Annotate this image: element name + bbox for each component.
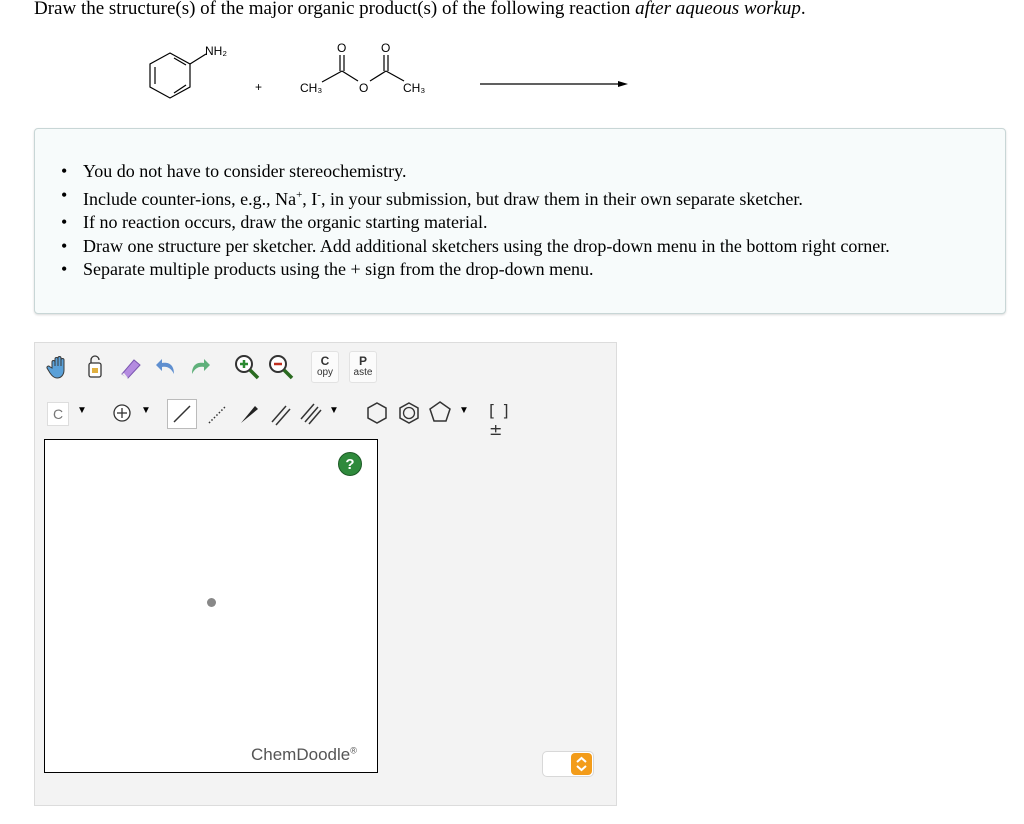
pentagon-icon	[427, 399, 453, 425]
instructions-panel	[34, 128, 1006, 314]
single-bond-tool[interactable]	[167, 399, 197, 429]
copy-button-rest: opy	[316, 367, 334, 378]
redo-icon[interactable]	[183, 351, 215, 383]
chevron-down-icon: ▼	[77, 405, 87, 416]
chevron-down-icon: ▼	[329, 405, 339, 416]
chemdoodle-sketcher	[34, 342, 617, 806]
ring-select[interactable]	[425, 397, 475, 425]
question-text	[34, 0, 806, 20]
multi-bond-select[interactable]	[297, 397, 345, 425]
hand-pan-icon[interactable]	[43, 351, 75, 383]
instruction-text: , I	[302, 188, 318, 209]
bracket-icon: [ ]±	[489, 401, 510, 439]
brand-text: ChemDoodle	[251, 745, 351, 764]
plus-charge-icon	[111, 402, 133, 424]
carbonyl-o-left: O	[337, 41, 347, 55]
anhydride-bonds	[322, 55, 404, 82]
instructions-list	[83, 160, 890, 282]
element-select[interactable]	[43, 397, 97, 425]
hexagon-icon	[364, 400, 390, 426]
superscript: +	[296, 188, 303, 201]
single-bond-icon	[170, 402, 194, 426]
zoom-out-icon[interactable]	[265, 351, 297, 383]
question-emphasis: after aqueous workup	[635, 0, 801, 19]
triple-bond-icon	[299, 401, 323, 425]
paste-button-rest: aste	[353, 367, 373, 378]
help-button[interactable]: ?	[338, 452, 362, 476]
reaction-plus: +	[255, 80, 263, 94]
sketcher-canvas[interactable]	[44, 439, 378, 773]
instruction-item: • Draw one structure per sketcher. Add additional sketchers using the drop-down menu in the bottom right corner.	[83, 235, 890, 259]
sketcher-count-stepper[interactable]	[542, 751, 594, 777]
methyl-right: CH₃	[403, 81, 426, 95]
stepper-arrows-icon[interactable]	[571, 753, 592, 775]
copy-button[interactable]	[311, 351, 339, 383]
amine-label: NH₂	[205, 44, 227, 58]
eraser-icon[interactable]	[115, 351, 147, 383]
instruction-item: • Separate multiple products using the + sign from the drop-down menu.	[83, 258, 890, 282]
bracket-tool[interactable]	[487, 399, 521, 439]
wedge-bond-tool[interactable]	[233, 399, 265, 431]
instruction-text: , in your submission, but draw them in their own separate sketcher.	[320, 188, 803, 209]
superscript: -	[317, 188, 321, 201]
instruction-item: • You do not have to consider stereochemistry.	[83, 160, 890, 184]
benzene-ring	[150, 53, 206, 98]
paste-button[interactable]	[349, 351, 377, 383]
chevron-down-icon: ▼	[459, 405, 469, 416]
dashed-bond-tool[interactable]	[201, 399, 233, 431]
methyl-left: CH₃	[300, 81, 323, 95]
copy-button-letter: C	[320, 354, 330, 368]
bridging-oxygen: O	[359, 81, 369, 95]
atom-cursor-dot	[207, 598, 216, 607]
chevron-down-icon: ▼	[141, 405, 151, 416]
double-bond-tool[interactable]	[265, 399, 297, 431]
undo-icon[interactable]	[151, 351, 183, 383]
benzene-tool[interactable]	[393, 397, 425, 429]
benzene-icon	[396, 400, 422, 426]
reaction-arrow	[480, 81, 628, 87]
reaction-drawing	[0, 30, 700, 110]
question-suffix: .	[800, 0, 806, 19]
double-bond-icon	[269, 403, 293, 427]
lasso-icon[interactable]	[79, 351, 111, 383]
instruction-item: • If no reaction occurs, draw the organic starting material.	[83, 211, 890, 235]
charge-select[interactable]	[107, 397, 159, 425]
zoom-in-icon[interactable]	[231, 351, 263, 383]
reaction-scheme	[0, 30, 700, 110]
dashed-bond-icon	[205, 403, 229, 427]
element-select-value: C	[47, 402, 69, 426]
instruction-text: Include counter-ions, e.g., Na	[83, 188, 297, 209]
question-prefix: Draw the structure(s) of the major organic product(s) of the following reaction	[34, 0, 636, 19]
chemdoodle-brand	[251, 745, 357, 765]
brand-mark: ®	[350, 745, 357, 756]
wedge-bond-icon	[237, 403, 261, 427]
instruction-item	[83, 184, 890, 212]
cyclohexane-tool[interactable]	[361, 397, 393, 429]
paste-button-letter: P	[358, 354, 367, 368]
carbonyl-o-right: O	[381, 41, 391, 55]
